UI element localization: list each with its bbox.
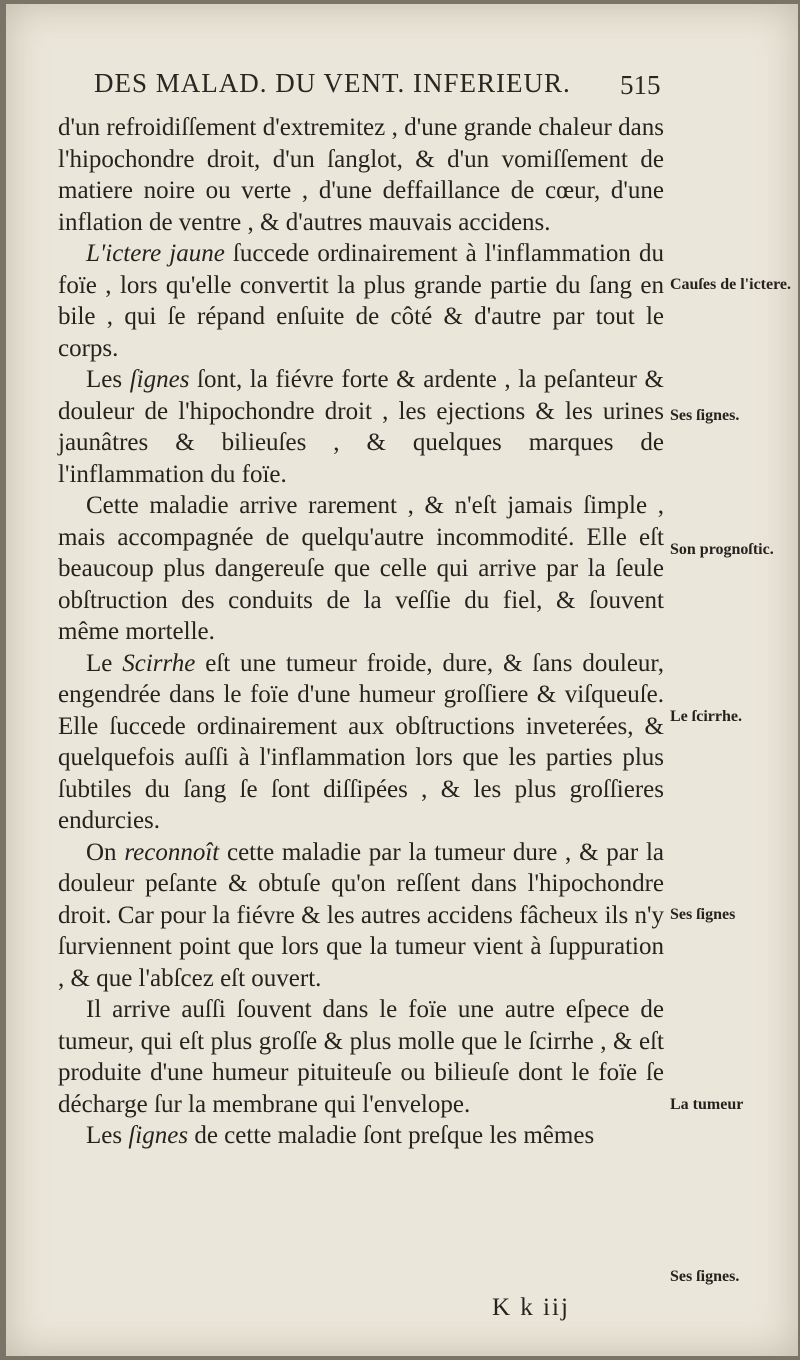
italic-term: Scirrhe xyxy=(122,649,196,677)
margin-note-causes: Cauſes de l'ictere. xyxy=(670,276,792,293)
margin-note-scirrhe: Le ſcirrhe. xyxy=(670,708,742,725)
margin-note-signs: Ses ſignes. xyxy=(670,407,740,424)
paragraph-text: de cette maladie ſont preſque les mêmes xyxy=(188,1122,595,1149)
paragraph-6 xyxy=(58,837,664,995)
italic-term: ſignes xyxy=(128,1122,189,1149)
paragraph-text: d'un refroidiſſement d'extremitez , d'une grande chaleur dans l'hipochondre droit, d'un ſanglot, & d'un vomiſſement de matiere noire ou verte , d'une deffaillance de cœur, d'une inflation de ventre , & d'autres mauvais accidens. xyxy=(58,114,664,236)
body-text xyxy=(58,112,664,1152)
paragraph-text: Le xyxy=(86,649,123,677)
paragraph-1 xyxy=(58,112,664,238)
italic-term: reconnoît xyxy=(124,838,220,866)
margin-note-prognostic: Son prognoſtic. xyxy=(670,541,774,558)
margin-note-tumor: La tumeur xyxy=(670,1096,744,1113)
paragraph-text: Il arrive auſſi ſouvent dans le foïe une autre eſpece de tumeur, qui eſt plus groſſe & plus molle que le ſcirrhe , & eſt produite d'une humeur pituiteuſe ou bilieuſe dont le foïe ſe décharge ſur la membrane qui l'envelope. xyxy=(58,996,664,1118)
margin-note-signs-2: Ses ſignes xyxy=(670,906,736,923)
running-title: DES MALAD. DU VENT. INFERIEUR. xyxy=(94,68,571,98)
paragraph-text: cette maladie par la tumeur dure , & par la douleur peſante & obtuſe qu'on reſſent dans l'hipochondre droit. Car pour la fiévre & les autres accidens fâcheux ils n'y ſurviennent point que lors que la tumeur vient à ſuppuration , & que l'abſcez eſt ouvert. xyxy=(58,838,664,992)
paragraph-3 xyxy=(58,364,664,490)
paragraph-7 xyxy=(58,994,664,1120)
paragraph-text: eſt une tumeur froide, dure, & ſans douleur, engendrée dans le foïe d'une humeur groſſiere & viſqueuſe. Elle ſuccede ordinairement aux obſtructions inveterées, & quelquefois auſſi à l'inflammation lors que les parties plus ſubtiles du ſang ſe ſont diſſipées , & les plus groſſieres endurcies. xyxy=(58,649,664,834)
paragraph-text: Les xyxy=(86,1122,129,1149)
page-number: 515 xyxy=(620,70,661,100)
paragraph-2 xyxy=(58,238,664,364)
paragraph-5 xyxy=(58,648,664,837)
italic-term: ſignes xyxy=(129,366,190,393)
paragraph-text: ſont, la fiévre forte & ardente , la peſanteur & douleur de l'hipochondre droit , les ejections & les urines jaunâtres & bilieuſes , & quelques marques de l'inflammation du foïe. xyxy=(58,366,664,488)
paragraph-text: Cette maladie arrive rarement , & n'eſt jamais ſimple , mais accompagnée de quelqu'autre incommodité. Elle eſt beaucoup plus dangereuſe que celle qui arrive par la ſeule obſtruction des conduits de la veſſie du fiel, & ſouvent même mortelle. xyxy=(58,492,664,645)
italic-term: L'ictere jaune xyxy=(86,240,225,267)
paragraph-8 xyxy=(58,1120,664,1152)
book-page xyxy=(6,4,798,1356)
paragraph-text: ſuccede ordinairement à l'inflammation du foïe , lors qu'elle convertit la plus grande partie du ſang en bile , qui ſe répand enſuite de côté & d'autre par tout le corps. xyxy=(58,240,665,362)
paragraph-text: Les xyxy=(86,366,130,393)
signature-mark: K k iij xyxy=(492,1294,570,1321)
paragraph-4 xyxy=(58,490,664,648)
margin-note-signs-3: Ses ſignes. xyxy=(670,1268,740,1285)
paragraph-text: On xyxy=(86,838,125,866)
